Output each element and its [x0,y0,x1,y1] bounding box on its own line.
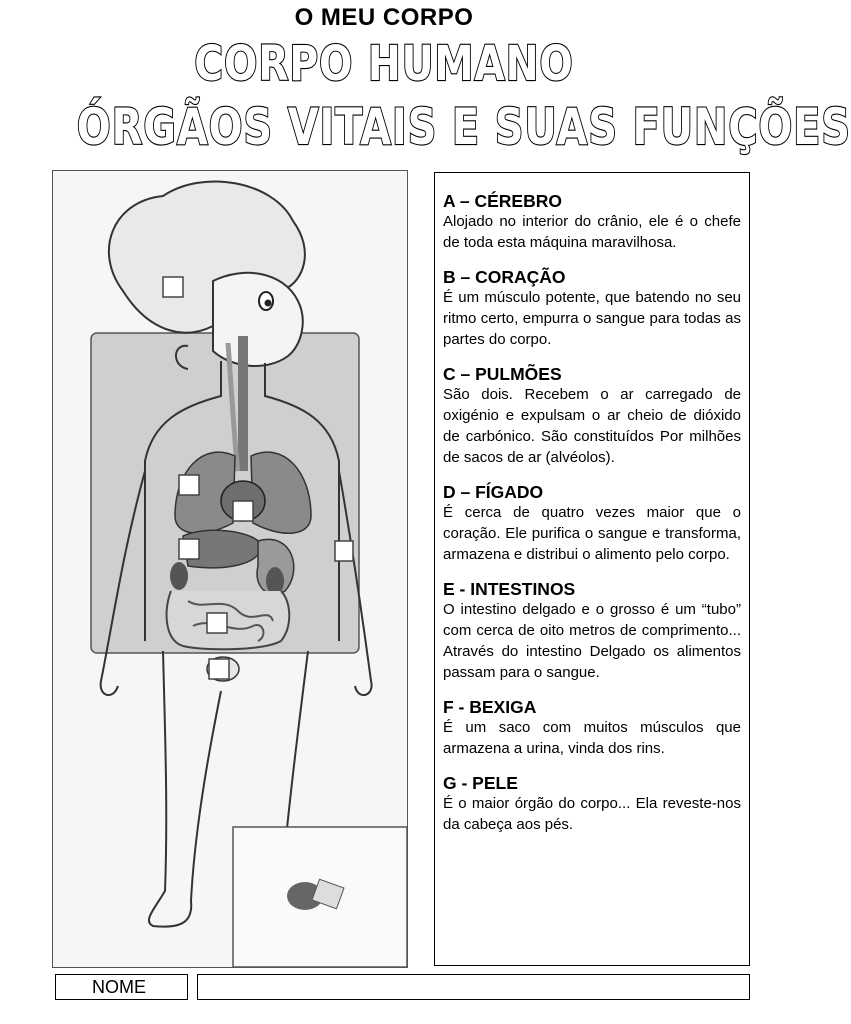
organ-intestines [443,579,741,683]
label-box-a [163,277,183,297]
organ-title: F - BEXIGA [443,697,537,717]
organ-brain [443,191,741,253]
organ-skin [443,773,741,835]
organ-text: É o maior órgão do corpo... Ela reveste-nos da cabeça aos pés. [443,795,741,833]
subtitle: ÓRGÃOS VITAIS E SUAS FUNÇÕES [76,98,851,156]
page-top-title: O MEU CORPO [294,4,474,31]
organ-heart [443,267,741,350]
organ-liver [443,482,741,565]
large-intestine [167,591,290,649]
organ-text: São dois. Recebem o ar carregado de oxigénio e expulsam o ar cheio de dióxido de carbónico. São constituídos Por milhões de sacos de ar (alvéolos). [443,386,741,466]
organ-title: A – CÉREBRO [443,191,562,211]
organ-lungs [443,364,741,468]
organ-text: Alojado no interior do crânio, ele é o chefe de toda esta máquina maravilhosa. [443,213,741,251]
label-box-d [179,539,199,559]
name-input-field[interactable] [197,974,750,1000]
label-box-e [207,613,227,633]
main-title: CORPO HUMANO [194,36,574,92]
organ-title: B – CORAÇÃO [443,267,566,287]
label-box-b [233,501,253,521]
label-box-c [179,475,199,495]
organ-text: É um saco com muitos músculos que armazena a urina, vinda dos rins. [443,719,741,757]
label-box-f [209,659,229,679]
left-leg [149,651,221,927]
body-illustration [52,170,408,968]
organ-text: É cerca de quatro vezes maior que o coração. Ele purifica o sangue e transforma, armazena e distribui o alimento pelo corpo. [443,504,741,563]
name-label: NOME [55,974,188,1000]
organ-bladder [443,697,741,759]
organ-text: É um músculo potente, que batendo no seu ritmo certo, empurra o sangue para todas as partes do corpo. [443,289,741,348]
organ-title: E - INTESTINOS [443,579,576,599]
organ-descriptions [434,172,750,966]
left-kidney [170,562,188,590]
label-box-g [335,541,353,561]
organ-title: G - PELE [443,773,518,793]
pupil [265,300,272,307]
organ-title: C – PULMÕES [443,364,562,384]
organ-title: D – FÍGADO [443,482,544,502]
human-body-figure [53,171,409,969]
organ-text: O intestino delgado e o grosso é um “tubo” com cerca de oito metros de comprimento... Através do intestino Delgado os alimentos passam para o sangue. [443,601,741,681]
